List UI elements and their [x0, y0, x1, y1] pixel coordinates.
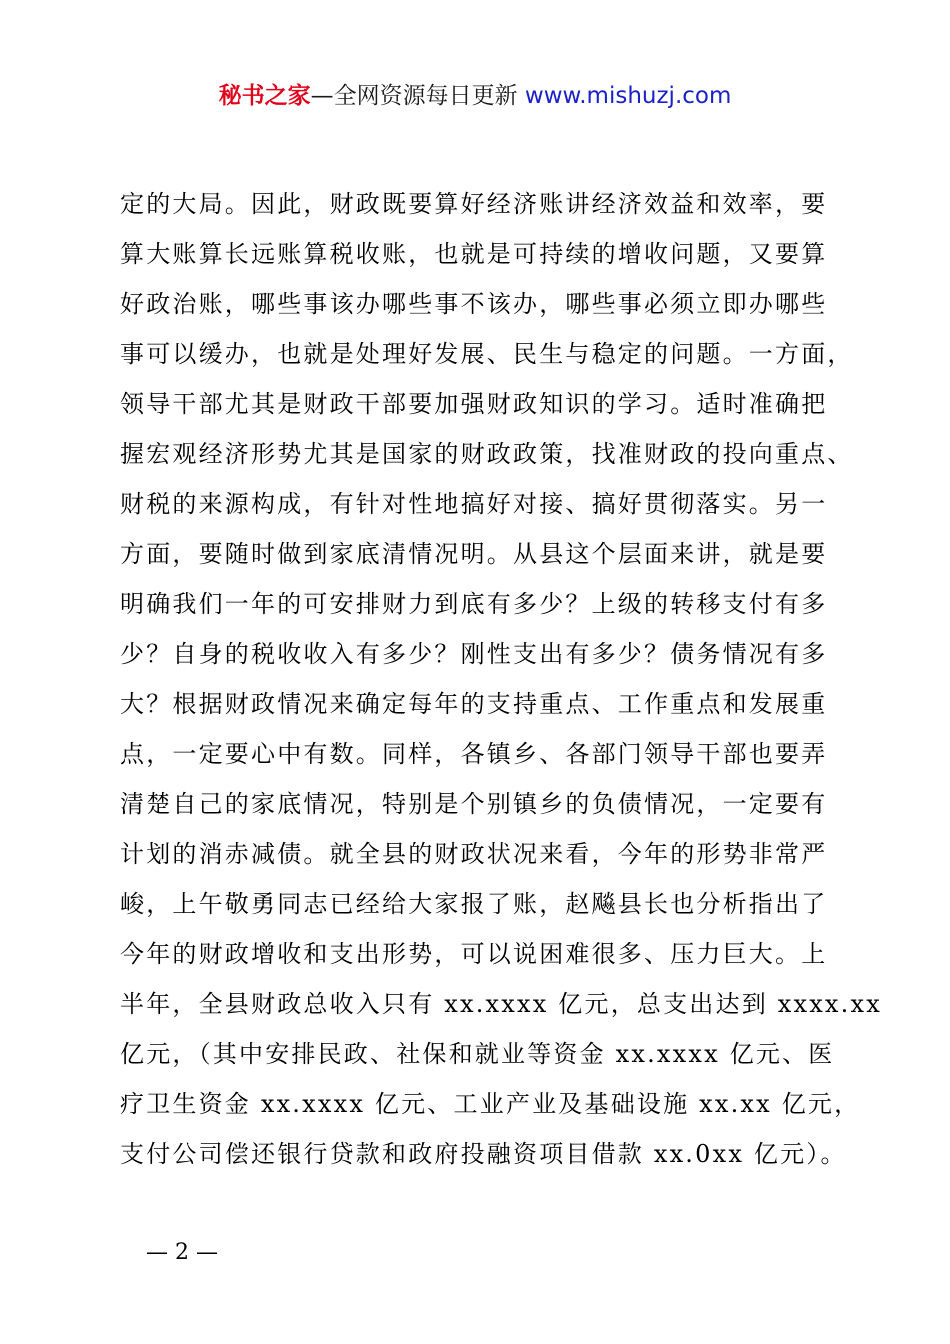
- text-line: 算大账算长远账算税收账，也就是可持续的增收问题，又要算: [120, 240, 828, 268]
- text-line: 握宏观经济形势尤其是国家的财政政策，找准财政的投向重点、: [120, 440, 854, 468]
- text-line: 大？根据财政情况来确定每年的支持重点、工作重点和发展重: [120, 690, 828, 718]
- text-line: 半年，全县财政总收入只有 xx.xxxx 亿元，总支出达到 xxxx.xx: [120, 990, 882, 1018]
- text-line: 方面，要随时做到家底清情况明。从县这个层面来讲，就是要: [120, 540, 828, 568]
- text-line: 亿元，（其中安排民政、社保和就业等资金 xx.xxxx 亿元、医: [120, 1040, 835, 1068]
- text-line: 定的大局。因此，财政既要算好经济账讲经济效益和效率，要: [120, 190, 828, 218]
- text-line: 少？自身的税收收入有多少？刚性支出有多少？债务情况有多: [120, 640, 828, 668]
- text-line: 好政治账，哪些事该办哪些事不该办，哪些事必须立即办哪些: [120, 290, 828, 318]
- text-line: 峻，上午敬勇同志已经给大家报了账，赵飚县长也分析指出了: [120, 890, 828, 918]
- text-line: 财税的来源构成，有针对性地搞好对接、搞好贯彻落实。另一: [120, 490, 828, 518]
- brand-name: 秘书之家: [218, 83, 311, 109]
- text-line: 领导干部尤其是财政干部要加强财政知识的学习。适时准确把: [120, 390, 828, 418]
- text-line: 计划的消赤减债。就全县的财政状况来看，今年的形势非常严: [120, 840, 828, 868]
- text-line: 明确我们一年的可安排财力到底有多少？上级的转移支付有多: [120, 590, 828, 618]
- header-slogan: —全网资源每日更新: [310, 83, 518, 109]
- text-line: 疗卫生资金 xx.xxxx 亿元、工业产业及基础设施 xx.xx 亿元，: [120, 1090, 861, 1118]
- text-line: 支付公司偿还银行贷款和政府投融资项目借款 xx.0xx 亿元）。: [120, 1140, 847, 1168]
- document-body: [120, 184, 882, 1184]
- text-line: 今年的财政增收和支出形势，可以说困难很多、压力巨大。上: [120, 940, 828, 968]
- page-number: — 2 —: [146, 1240, 218, 1265]
- text-line: 事可以缓办，也就是处理好发展、民生与稳定的问题。一方面，: [120, 340, 854, 368]
- site-url[interactable]: www.mishuzj.com: [517, 83, 732, 109]
- site-header: [0, 80, 950, 112]
- text-line: 点，一定要心中有数。同样，各镇乡、各部门领导干部也要弄: [120, 740, 828, 768]
- text-line: 清楚自己的家底情况，特别是个别镇乡的负债情况，一定要有: [120, 790, 828, 818]
